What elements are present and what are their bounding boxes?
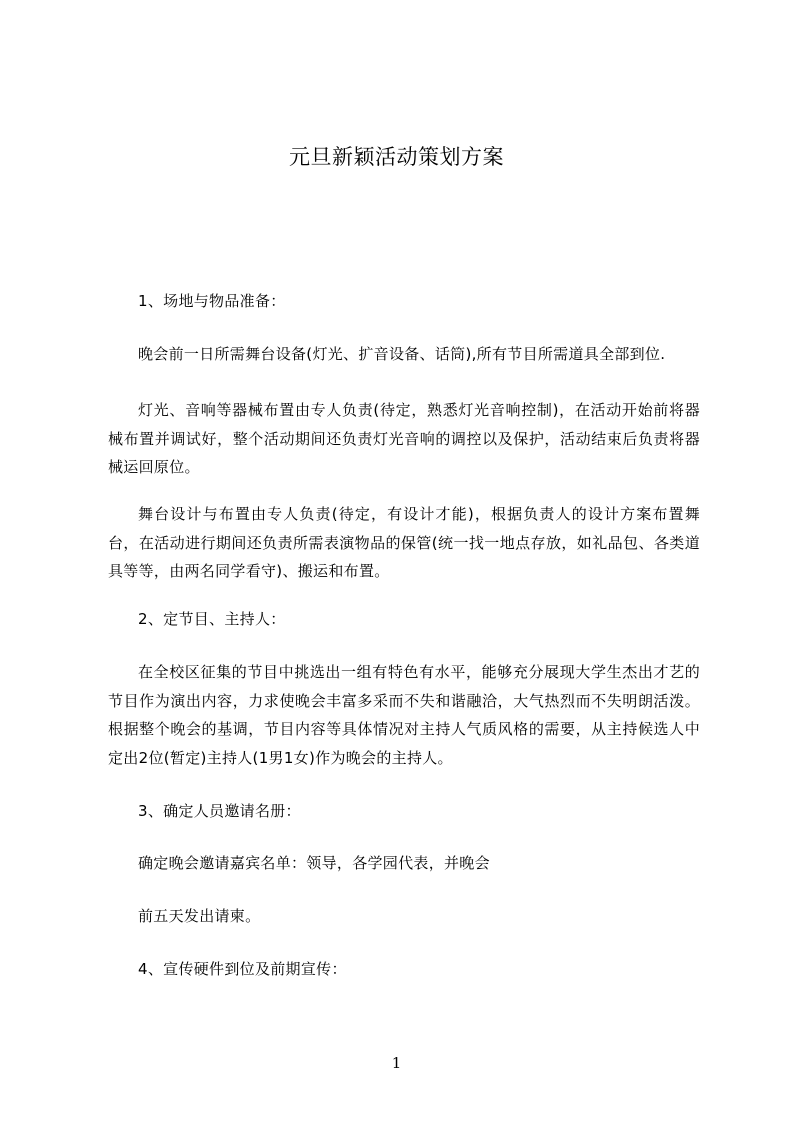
document-title: 元旦新颖活动策划方案 xyxy=(289,145,504,169)
page-number: 1 xyxy=(391,1054,402,1072)
section-heading-program-host: 2、定节目、主持人： xyxy=(138,610,286,628)
paragraph-guest-list: 确定晚会邀请嘉宾名单：领导，各学园代表，并晚会 xyxy=(138,854,490,872)
section-heading-venue: 1、场地与物品准备： xyxy=(138,292,286,310)
paragraph-lighting-audio: 灯光、音响等器械布置由专人负责(待定，熟悉灯光音响控制)，在活动开始前将器械布置并调试好，整个活动期间还负责灯光音响的调控以及保护，活动结束后负责将器械运回原位。 xyxy=(108,401,700,477)
paragraph-equipment-ready: 晚会前一日所需舞台设备(灯光、扩音设备、话筒),所有节目所需道具全部到位. xyxy=(138,345,666,363)
paragraph-program-selection: 在全校区征集的节目中挑选出一组有特色有水平，能够充分展现大学生杰出才艺的节目作为演出内容，力求使晚会丰富多采而不失和谐融洽，大气热烈而不失明朗活泼。根据整个晚会的基调，节目内容等具体情况对主持人气质风格的需要，从主持候选人中定出2位(暂定)主持人(1男1女)作为晚会的主持人。 xyxy=(108,663,700,768)
paragraph-invitation-timing: 前五天发出请柬。 xyxy=(138,907,261,925)
section-heading-publicity: 4、宣传硬件到位及前期宣传： xyxy=(138,960,347,978)
section-heading-invitation-list: 3、确定人员邀请名册： xyxy=(138,802,301,820)
paragraph-stage-design: 舞台设计与布置由专人负责(待定，有设计才能)，根据负责人的设计方案布置舞台，在活动进行期间还负责所需表演物品的保管(统一找一地点存放，如礼品包、各类道具等等，由两名同学看守)、搬运和布置。 xyxy=(108,505,700,581)
